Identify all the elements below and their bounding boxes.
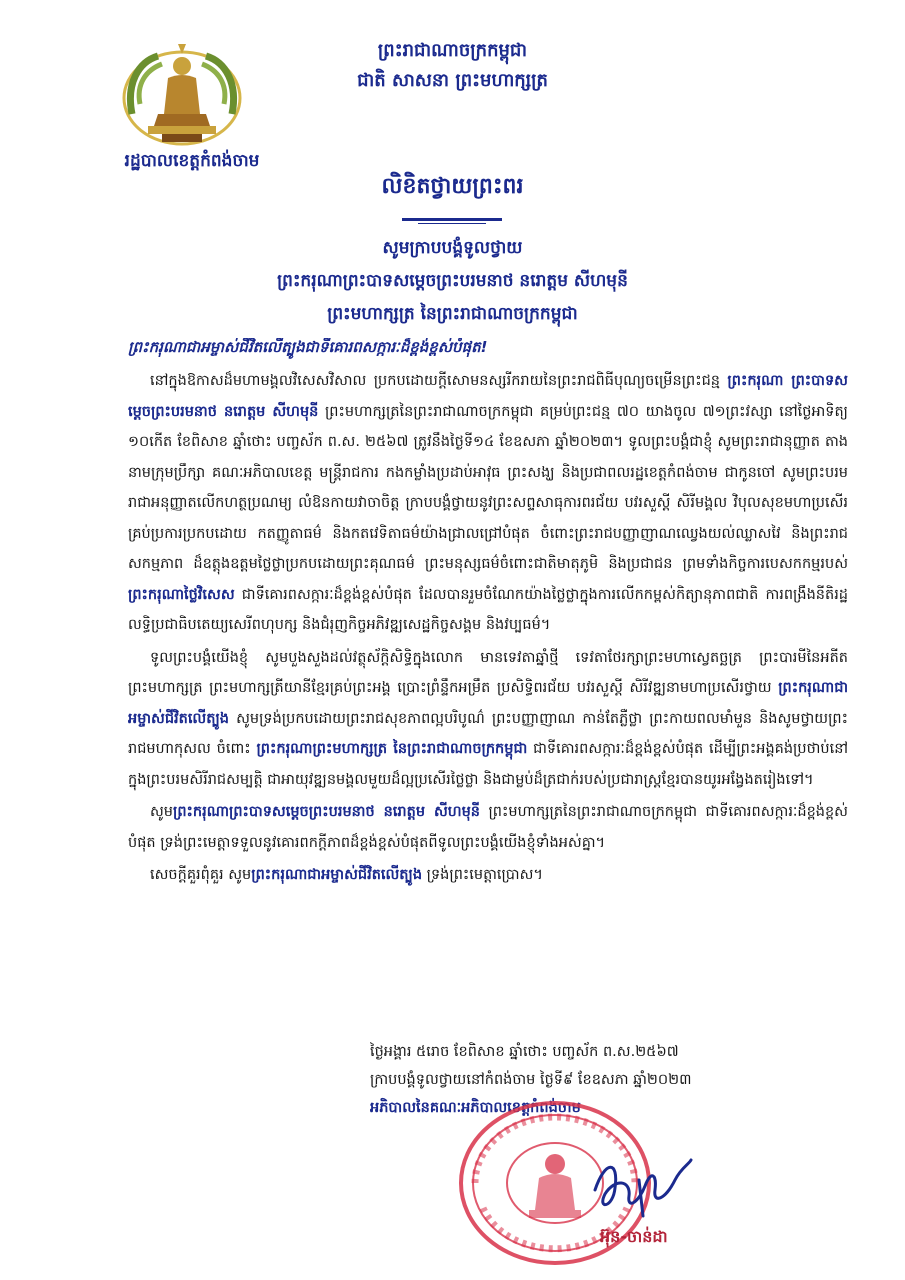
- ministry-name: រដ្ឋបាលខេត្តកំពង់ចាម: [124, 151, 260, 171]
- paragraph-2: ទូលព្រះបង្គំយើងខ្ញុំ សូមបួងសួងដល់វត្ថុស័ក្តិសិទ្ធិក្នុងលោក មានទេវតាឆ្នាំថ្មី ទេវតាថែរក្សាព្រះមហាស្វេតច្ឆត្រ ព្រះបារមីនៃអតីតព្រះមហាក្សត្រ ព្រះមហាក្សត្រីយានីខ្មែរគ្រប់ព្រះអង្គ ប្រោះព្រំន្ទឹកអម្រឹត ប្រសិទ្ធិពរជ័យ បវរសួស្តី សិរីវឌ្ឍនាមហាប្រសើរថ្វាយ ព្រះករុណាជាអម្ចាស់ជីវិតលើត្បូង សូមទ្រង់ប្រកបដោយព្រះរាជសុខភាពល្អបរិបូណ៌ ព្រះបញ្ញាញាណ កាន់តែភ្លឺថ្លា ព្រះកាយពលមាំមួន និងសូមថ្វាយព្រះរាជមហាកុសល ចំពោះ ព្រះករុណាព្រះមហាក្សត្រ នៃព្រះរាជាណាចក្រកម្ពុជា ជាទីគោរពសក្ការៈដ៏ខ្ពង់ខ្ពស់បំផុត ដើម្បីព្រះអង្គគង់ប្រថាប់នៅក្នុងព្រះបរមសិរីរាជសម្បត្តិ ជាអាយុវឌ្ឍនមង្គលមួយដ៏ល្អប្រសើរថ្លៃថ្លា និងជាម្លប់ដ៏ត្រជាក់របស់ប្រជារាស្ត្រខ្មែរបានយូរអង្វែងតរៀងទៅ។: [128, 649, 848, 788]
- paragraph-3: សូមព្រះករុណាព្រះបាទសម្តេចព្រះបរមនាថ នរោត្តម សីហមុនី ព្រះមហាក្សត្រនៃព្រះរាជាណាចក្រកម្ពុជា ជាទីគោរពសក្ការៈដ៏ខ្ពង់ខ្ពស់បំផុត ទ្រង់ព្រះមេត្តាទទួលនូវគោរពកក្តីភាពដ៏ខ្ពង់ខ្ពស់បំផុតពីទូលព្រះបង្គំយើងខ្ញុំទាំងអស់គ្នា។: [128, 804, 848, 851]
- administration-emblem-icon: [118, 44, 246, 148]
- solar-date-place: ក្រាបបង្គំទូលថ្វាយនៅកំពង់ចាម ថ្ងៃទី៩ ខែឧសភា ឆ្នាំ២០២៣: [370, 1072, 692, 1088]
- address-line-3: ព្រះមហាក្សត្រ នៃព្រះរាជាណាចក្រកម្ពុជា: [327, 304, 578, 324]
- handwritten-signature-icon: [585, 1150, 695, 1220]
- document-title: លិខិតថ្វាយព្រះពរ: [381, 174, 524, 199]
- paragraph-4: សេចក្តីគួរពុំគួរ សូមព្រះករុណាជាអម្ចាស់ជីវិតលើត្បូង ទ្រង់ព្រះមេត្តាប្រោស។: [150, 867, 543, 883]
- lunar-date: ថ្ងៃអង្គារ ៥រោច ខែពិសាខ ឆ្នាំថោះ បញ្ចស័ក ព.ស.២៥៦៧: [370, 1044, 679, 1060]
- national-motto: ជាតិ សាសនា ព្រះមហាក្សត្រ: [357, 70, 548, 91]
- paragraph-1: នៅក្នុងឱកាសដ៏មហាមង្គលវិសេសវិសាល ប្រកបដោយក្តីសោមនស្សរីករាយនៃព្រះរាជពិធីបុណ្យចម្រើនព្រះជន្ម ព្រះករុណា ព្រះបាទសម្តេចព្រះបរមនាថ នរោត្តម សីហមុនី ព្រះមហាក្សត្រនៃព្រះរាជាណាចក្រកម្ពុជា គម្រប់ព្រះជន្ម ៧០ យាងចូល ៧១ព្រះវស្សា នៅថ្ងៃអាទិត្យ ១០កើត ខែពិសាខ ឆ្នាំថោះ បញ្ចស័ក ព.ស. ២៥៦៧ ត្រូវនឹងថ្ងៃទី១៤ ខែឧសភា ឆ្នាំ២០២៣។ ទូលព្រះបង្គំជាខ្ញុំ សូមព្រះរាជានុញ្ញាត តាងនាមក្រុមប្រឹក្សា គណៈអភិបាលខេត្ត មន្ត្រីរាជការ កងកម្លាំងប្រដាប់អាវុធ ព្រះសង្ឃ និងប្រជាពលរដ្ឋខេត្តកំពង់ចាម ជាកូនចៅ សូមព្រះបរមរាជាអនុញ្ញាតលើកហត្ថប្រណម្យ លំឱនកាយវាចាចិត្ត ក្រាបបង្គំថ្វាយនូវព្រះសព្ទសាធុការពរជ័យ បវរសួស្តី សិរីមង្គល វិបុលសុខមហាប្រសើរគ្រប់ប្រការប្រកបដោយ កតញ្ញូតាធម៌ និងកតវេទិតាធម៌យ៉ាងជ្រាលជ្រៅបំផុត ចំពោះព្រះរាជបញ្ញាញាណឈ្វេងយល់ឈ្លាសវៃ និងព្រះរាជសកម្មភាព ដ៏ឧត្តុងឧត្តមថ្លៃថ្លាប្រកបដោយព្រះគុណធម៌ ព្រះមនុស្សធម៌ចំពោះជាតិមាតុភូមិ និងប្រជាជន ព្រមទាំងកិច្ចការបេសកកម្មរបស់ ព្រះករុណាថ្លៃវិសេស ជាទីគោរពសក្ការៈដ៏ខ្ពង់ខ្ពស់បំផុត ដែលបានរួមចំណែកយ៉ាងថ្លៃថ្លាក្នុងការលើកកម្ពស់កិត្យានុភាពជាតិ ការពង្រឹងនីតិរដ្ឋ លទ្ធិប្រជាធិបតេយ្យសេរីពហុបក្ស និងជំរុញកិច្ចអភិវឌ្ឍសេដ្ឋកិច្ចសង្គម និងវប្បធម៌។: [128, 373, 848, 633]
- kingdom-name: ព្រះរាជាណាចក្រកម្ពុជា: [377, 40, 528, 61]
- title-divider: [402, 218, 502, 221]
- title-divider-thin: [418, 223, 486, 224]
- address-block: [130, 232, 775, 331]
- signer-title: អភិបាលនៃគណៈអភិបាលខេត្តកំពង់ចាម: [370, 1100, 581, 1116]
- address-line-2: ព្រះករុណាព្រះបាទសម្តេចព្រះបរមនាថ នរោត្តម សីហមុនី: [277, 271, 628, 291]
- signer-name: អ៊ុន-ចាន់ដា: [600, 1227, 668, 1246]
- kingdom-motto: [300, 36, 605, 96]
- salutation: ព្រះករុណាជាអម្ចាស់ជីវិតលើត្បូងជាទីគោរពសក្ការៈដ៏ខ្ពង់ខ្ពស់បំផុត!: [128, 338, 488, 356]
- letter-body: [128, 366, 848, 893]
- address-line-1: សូមក្រាបបង្គំទូលថ្វាយ: [382, 238, 523, 258]
